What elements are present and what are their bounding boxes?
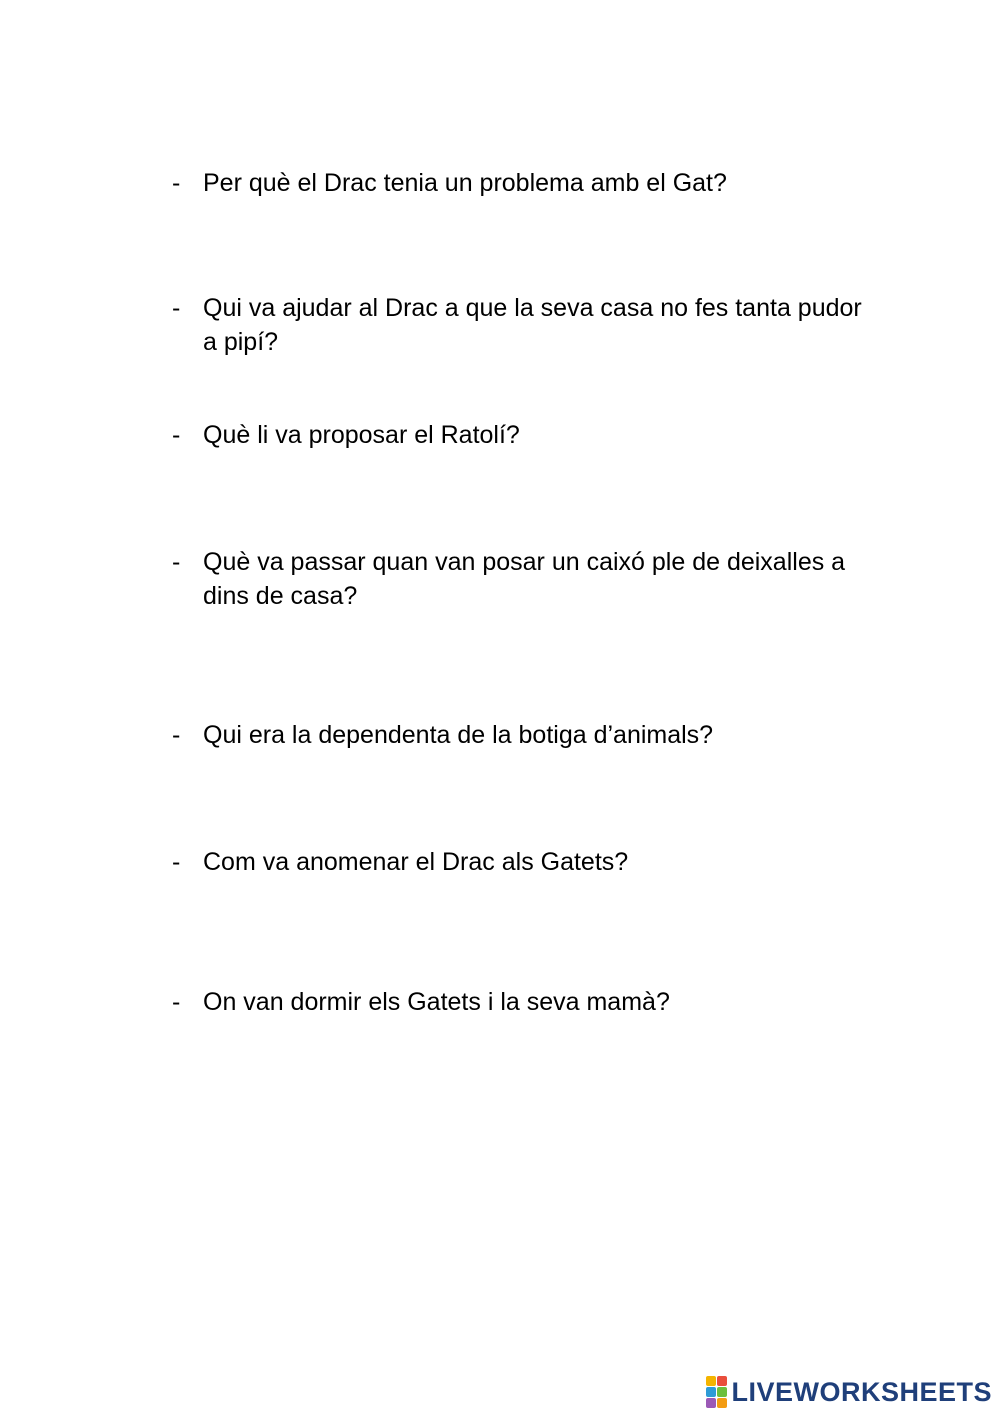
liveworksheets-wordmark: LIVEWORKSHEETS: [731, 1377, 992, 1407]
question-4-bullet: -: [172, 548, 181, 576]
question-4-text: Què va passar quan van posar un caixó ple de deixalles a dins de casa?: [203, 548, 846, 610]
logo-block-5: [706, 1398, 716, 1408]
logo-block-4: [717, 1387, 727, 1397]
logo-block-1: [706, 1376, 716, 1386]
question-6-bullet: -: [172, 848, 181, 876]
question-2-bullet: -: [172, 294, 181, 322]
question-1-bullet: -: [172, 169, 181, 197]
logo-block-2: [717, 1376, 727, 1386]
question-4: [172, 545, 862, 613]
question-1: [172, 166, 862, 200]
question-5: [172, 718, 862, 752]
question-5-bullet: -: [172, 721, 181, 749]
question-2-text: Qui va ajudar al Drac a que la seva casa no fes tanta pudor a pipí?: [203, 294, 862, 356]
question-7-bullet: -: [172, 988, 181, 1016]
liveworksheets-logo-icon: [706, 1376, 727, 1408]
question-7: [172, 985, 862, 1019]
question-6-text: Com va anomenar el Drac als Gatets?: [203, 848, 629, 876]
logo-block-6: [717, 1398, 727, 1408]
question-3-bullet: -: [172, 421, 181, 449]
question-5-text: Qui era la dependenta de la botiga d’animals?: [203, 721, 714, 749]
liveworksheets-brand[interactable]: [706, 1377, 992, 1407]
question-2: [172, 291, 862, 359]
question-6: [172, 845, 862, 879]
question-3: [172, 418, 862, 452]
logo-block-3: [706, 1387, 716, 1397]
question-3-text: Què li va proposar el Ratolí?: [203, 421, 520, 449]
question-1-text: Per què el Drac tenia un problema amb el Gat?: [203, 169, 727, 197]
question-7-text: On van dormir els Gatets i la seva mamà?: [203, 988, 670, 1016]
